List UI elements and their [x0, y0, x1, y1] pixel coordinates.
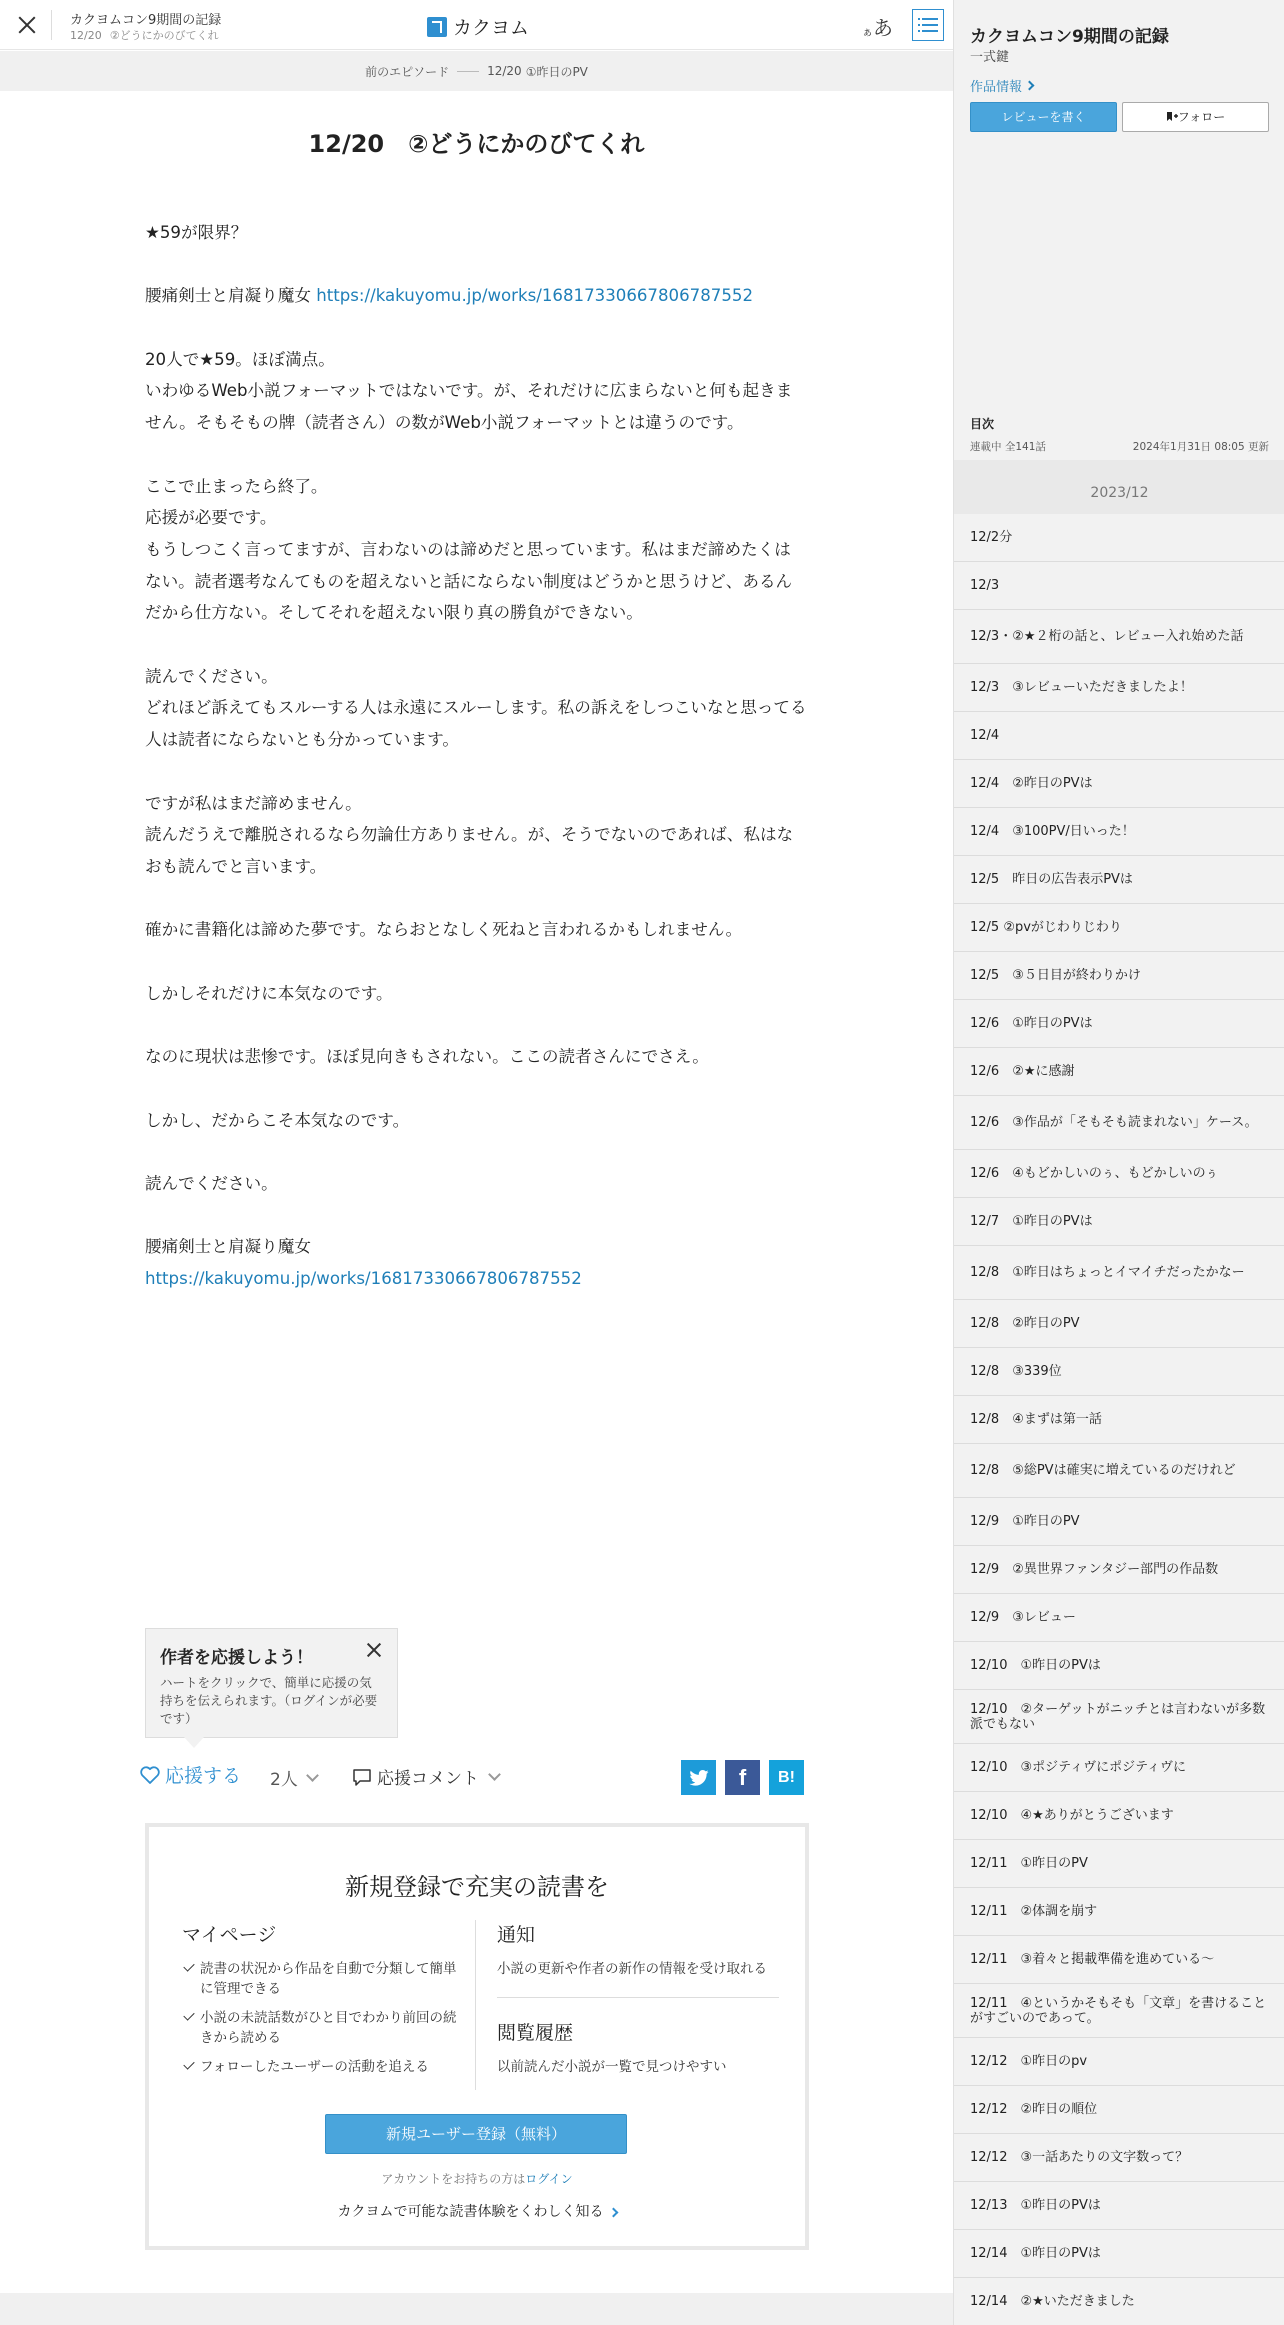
body-paragraph [145, 1263, 807, 1295]
support-label: 応援する [165, 1765, 242, 1787]
support-popup-title: 作者を応援しよう！ [160, 1648, 313, 1668]
chevron-down-icon [488, 1768, 501, 1781]
episode-list-item[interactable]: 12/12 ①昨日のpv [954, 2038, 1284, 2086]
episode-list-item[interactable]: 12/5 ③５日目が終わりかけ [954, 952, 1284, 1000]
body-paragraph: 腰痛剣士と肩凝り魔女 [145, 1237, 311, 1257]
body-paragraph [145, 883, 807, 915]
episode-list-item[interactable]: 12/3 [954, 562, 1284, 610]
header-divider [51, 10, 52, 40]
prev-episode-date[interactable]: 12/20 [487, 64, 522, 78]
last-updated: 2024年1月31日 08:05 更新 [1132, 441, 1269, 453]
twitter-share-button[interactable] [681, 1760, 716, 1795]
episode-list-item[interactable]: 12/3 ③レビューいただきましたよ！ [954, 664, 1284, 712]
toc-month-header: 2023/12 [954, 460, 1284, 514]
kakuyomu-logo-icon [427, 17, 447, 37]
login-line [149, 2170, 805, 2187]
nav-line [457, 71, 479, 72]
top-header [0, 0, 953, 50]
body-paragraph [145, 249, 807, 281]
episode-list-item[interactable]: 12/4 ②昨日のPVは [954, 760, 1284, 808]
body-paragraph: 確かに書籍化は諦めた夢です。ならおとなしく死ねと言われるかもしれません。 [145, 920, 743, 940]
prev-episode-link[interactable]: 前のエピソード [365, 64, 450, 79]
episode-list-item[interactable]: 12/10 ①昨日のPVは [954, 1642, 1284, 1690]
mypage-feature-item: 読書の状況から作品を自動で分類して簡単に管理できる [182, 1959, 465, 1999]
mypage-heading: マイページ [182, 1924, 277, 1946]
history-text: 以前読んだ小説が一覧で見つけやすい [497, 2059, 727, 2075]
support-popup-text: ハートをクリックで、簡単に応援の気持ちを伝えられます。（ログインが必要です） [160, 1675, 378, 1726]
episode-list-item[interactable]: 12/9 ①昨日のPV [954, 1498, 1284, 1546]
mypage-features [182, 1920, 465, 2086]
episode-list-item[interactable]: 12/8 ②昨日のPV [954, 1300, 1284, 1348]
episode-list-item[interactable]: 12/14 ②★いただきました [954, 2278, 1284, 2325]
body-paragraph: なのに現状は悲惨です。ほぼ見向きもされない。ここの読者さんにでさえ。 [145, 1047, 709, 1067]
body-paragraph [145, 280, 807, 312]
footer-band [0, 2293, 953, 2325]
body-paragraph: 読んだうえで離脱されるなら勿論仕方ありません。が、そうでないのであれば、私はなおも読んでと言います。 [145, 825, 794, 876]
header-episode [70, 27, 227, 43]
notice-heading: 通知 [497, 1924, 536, 1946]
episode-list-item[interactable]: 12/9 ②異世界ファンタジー部門の作品数 [954, 1546, 1284, 1594]
toc-sidebar [953, 0, 1284, 2325]
episode-list-item[interactable]: 12/12 ②昨日の順位 [954, 2086, 1284, 2134]
body-paragraph [145, 946, 807, 978]
mypage-feature-item: 小説の未読話数がひと目でわかり前回の続きから読める [182, 2008, 465, 2048]
work-link[interactable]: https://kakuyomu.jp/works/16817330667806787552 [316, 286, 754, 306]
episode-list-item[interactable]: 12/5 昨日の広告表示PVは [954, 856, 1284, 904]
write-review-button[interactable]: レビューを書く [970, 102, 1117, 132]
episode-list-item[interactable]: 12/6 ③作品が「そもそも読まれない」ケース。 [954, 1096, 1284, 1150]
hatena-bookmark-button[interactable]: B! [769, 1760, 804, 1795]
episode-list-item[interactable]: 12/8 ⑤総PVは確実に増えているのだけれど [954, 1444, 1284, 1498]
body-paragraph: 応援が必要です。 [145, 508, 277, 528]
body-paragraph [145, 312, 807, 344]
work-info-link[interactable] [970, 76, 1033, 95]
episode-list-item[interactable]: 12/5 ②pvがじわりじわり [954, 904, 1284, 952]
close-icon[interactable] [14, 12, 40, 38]
episode-list-item[interactable]: 12/8 ④まずは第一話 [954, 1396, 1284, 1444]
sidebar-work-title[interactable]: カクヨムコン9期間の記録 [970, 27, 1169, 47]
body-paragraph: 20人で★59。ほぼ満点。 [145, 349, 335, 369]
episode-list-item[interactable]: 12/8 ③339位 [954, 1348, 1284, 1396]
login-prefix: アカウントをお持ちの方は [381, 2172, 526, 2186]
sidebar-author[interactable]: 一式鍵 [970, 50, 1010, 65]
logo-text: カクヨム [453, 17, 530, 39]
work-info-label: 作品情報 [970, 80, 1023, 95]
kakuyomu-logo[interactable] [427, 13, 529, 40]
header-episode-date: 12/20 [70, 29, 102, 42]
header-episode-title: ②どうにかのびてくれ [109, 29, 219, 42]
chevron-down-icon [306, 1769, 319, 1782]
supporter-count-toggle[interactable] [270, 1765, 317, 1790]
body-paragraph [145, 756, 807, 788]
body-paragraph [145, 1073, 807, 1105]
body-paragraph: いわゆるWeb小説フォーマットではないです。が、それだけに広まらないと何も起きません。そもそもの牌（読者さん）の数がWeb小説フォーマットとは違うのです。 [145, 381, 793, 433]
episode-list-item[interactable]: 12/13 ①昨日のPVは [954, 2182, 1284, 2230]
chevron-right-icon [1025, 81, 1035, 91]
notice-text: 小説の更新や作者の新作の情報を受け取れる [497, 1961, 767, 1977]
episode-list-item[interactable]: 12/2分 [954, 514, 1284, 562]
episode-list-item[interactable]: 12/11 ②体調を崩す [954, 1888, 1284, 1936]
font-size-large-glyph: あ [873, 16, 893, 40]
mypage-feature-item: フォローしたユーザーの活動を追える [182, 2057, 465, 2077]
feature-divider-horizontal [497, 1997, 779, 1998]
body-paragraph [145, 629, 807, 661]
episode-list-item[interactable]: 12/9 ③レビュー [954, 1594, 1284, 1642]
prev-episode-title[interactable]: ①昨日のPV [525, 64, 588, 79]
learn-more-label: カクヨムで可能な読書体験をくわしく知る [337, 2204, 604, 2220]
work-link[interactable]: https://kakuyomu.jp/works/16817330667806787552 [145, 1269, 582, 1289]
history-heading: 閲覧履歴 [497, 2022, 574, 2044]
toc-label: 目次 [970, 417, 995, 431]
comment-bubble-icon [352, 1768, 372, 1786]
episode-list-item[interactable]: 12/6 ④もどかしいのぅ、もどかしいのぅ [954, 1150, 1284, 1198]
episode-list [954, 514, 1284, 2325]
body-paragraph: 読んでください。 [145, 666, 278, 686]
body-paragraph: ここで止まったら終了。 [145, 476, 328, 496]
toc-list-icon[interactable] [912, 9, 944, 41]
episode-list-item[interactable]: 12/3・②★２桁の話と、レビュー入れ始めた話 [954, 610, 1284, 664]
learn-more-link[interactable] [149, 2201, 805, 2221]
episode-list-item[interactable]: 12/8 ①昨日はちょっとイマイチだったかなー [954, 1246, 1284, 1300]
support-button[interactable] [140, 1761, 241, 1788]
supporter-count: 2人 [270, 1770, 298, 1790]
body-paragraph: しかしそれだけに本気なのです。 [145, 983, 393, 1003]
episode-list-item[interactable]: 12/12 ③一話あたりの文字数って？ [954, 2134, 1284, 2182]
body-paragraph: どれほど訴えてもスルーする人は永遠にスルーします。私の訴えをしつこいなと思ってる人は読者にならないとも分かっています。 [145, 698, 807, 750]
follow-button[interactable] [1122, 102, 1269, 132]
support-comment-label: 応援コメント [377, 1769, 479, 1789]
font-size-button[interactable] [862, 12, 893, 41]
episode-nav [0, 51, 953, 91]
episode-list-item[interactable]: 12/4 [954, 712, 1284, 760]
episode-list-item[interactable]: 12/4 ③100PV/日いった！ [954, 808, 1284, 856]
feature-divider [475, 1920, 476, 2090]
register-button[interactable]: 新規ユーザー登録（無料） [325, 2114, 627, 2154]
body-paragraph [145, 1200, 807, 1232]
body-paragraph [145, 1009, 807, 1041]
episode-list-item[interactable]: 12/10 ④★ありがとうございます [954, 1792, 1284, 1840]
support-comment-toggle[interactable] [352, 1764, 499, 1789]
font-size-small-glyph: ぁ [862, 25, 873, 38]
login-link[interactable]: ログイン [525, 2172, 573, 2186]
facebook-share-button[interactable]: f [725, 1760, 760, 1795]
episode-list-item[interactable]: 12/6 ①昨日のPVは [954, 1000, 1284, 1048]
episode-list-item[interactable]: 12/11 ④というかそもそも「文章」を書けることがすごいのであって。 [954, 1984, 1284, 2038]
chevron-right-icon [608, 2208, 618, 2218]
heart-icon [140, 1766, 160, 1784]
other-features [497, 1920, 777, 2077]
signup-box [145, 1823, 809, 2250]
episode-list-item[interactable]: 12/14 ①昨日のPVは [954, 2230, 1284, 2278]
body-paragraph: ですが私はまだ諦めません。 [145, 793, 362, 813]
episode-title: 12/20 ②どうにかのびてくれ [308, 130, 645, 158]
episode-list-item[interactable]: 12/11 ①昨日のPV [954, 1840, 1284, 1888]
episode-body [145, 217, 807, 1295]
support-popup [145, 1628, 398, 1738]
follow-label: フォロー [1177, 110, 1226, 124]
episode-list-item[interactable]: 12/7 ①昨日のPVは [954, 1198, 1284, 1246]
body-paragraph: ★59が限界？ [145, 223, 248, 242]
body-paragraph: 読んでください。 [145, 1173, 278, 1193]
serial-status: 連載中 全141話 [970, 441, 1046, 453]
episode-list-item[interactable]: 12/10 ②ターゲットがニッチとは言わないが多数派でもない [954, 1690, 1284, 1744]
episode-list-item[interactable]: 12/11 ③着々と掲載準備を進めている～ [954, 1936, 1284, 1984]
body-paragraph [145, 1136, 807, 1168]
body-paragraph: しかし、だからこそ本気なのです。 [145, 1110, 410, 1130]
reaction-row [140, 1757, 808, 1797]
work-title-text: 腰痛剣士と肩凝り魔女 [145, 286, 317, 306]
twitter-icon [689, 1770, 709, 1786]
popup-close-icon[interactable] [365, 1641, 383, 1659]
body-paragraph [145, 439, 807, 471]
body-paragraph: もうしつこく言ってますが、言わないのは諦めだと思っています。私はまだ諦めたくはない。読者選考なんてものを超えないと話にならない制度はどうかと思うけど、あるんだから仕方ない。そしてそれを超えない限り真の勝負ができない。 [145, 539, 793, 623]
episode-list-item[interactable]: 12/6 ②★に感謝 [954, 1048, 1284, 1096]
bookmark-plus-icon [1166, 111, 1178, 122]
header-work-title[interactable]: カクヨムコン9期間の記録 [70, 13, 222, 28]
episode-list-item[interactable]: 12/10 ③ポジティヴにポジティヴに [954, 1744, 1284, 1792]
signup-title: 新規登録で充実の読書を [345, 1873, 609, 1901]
